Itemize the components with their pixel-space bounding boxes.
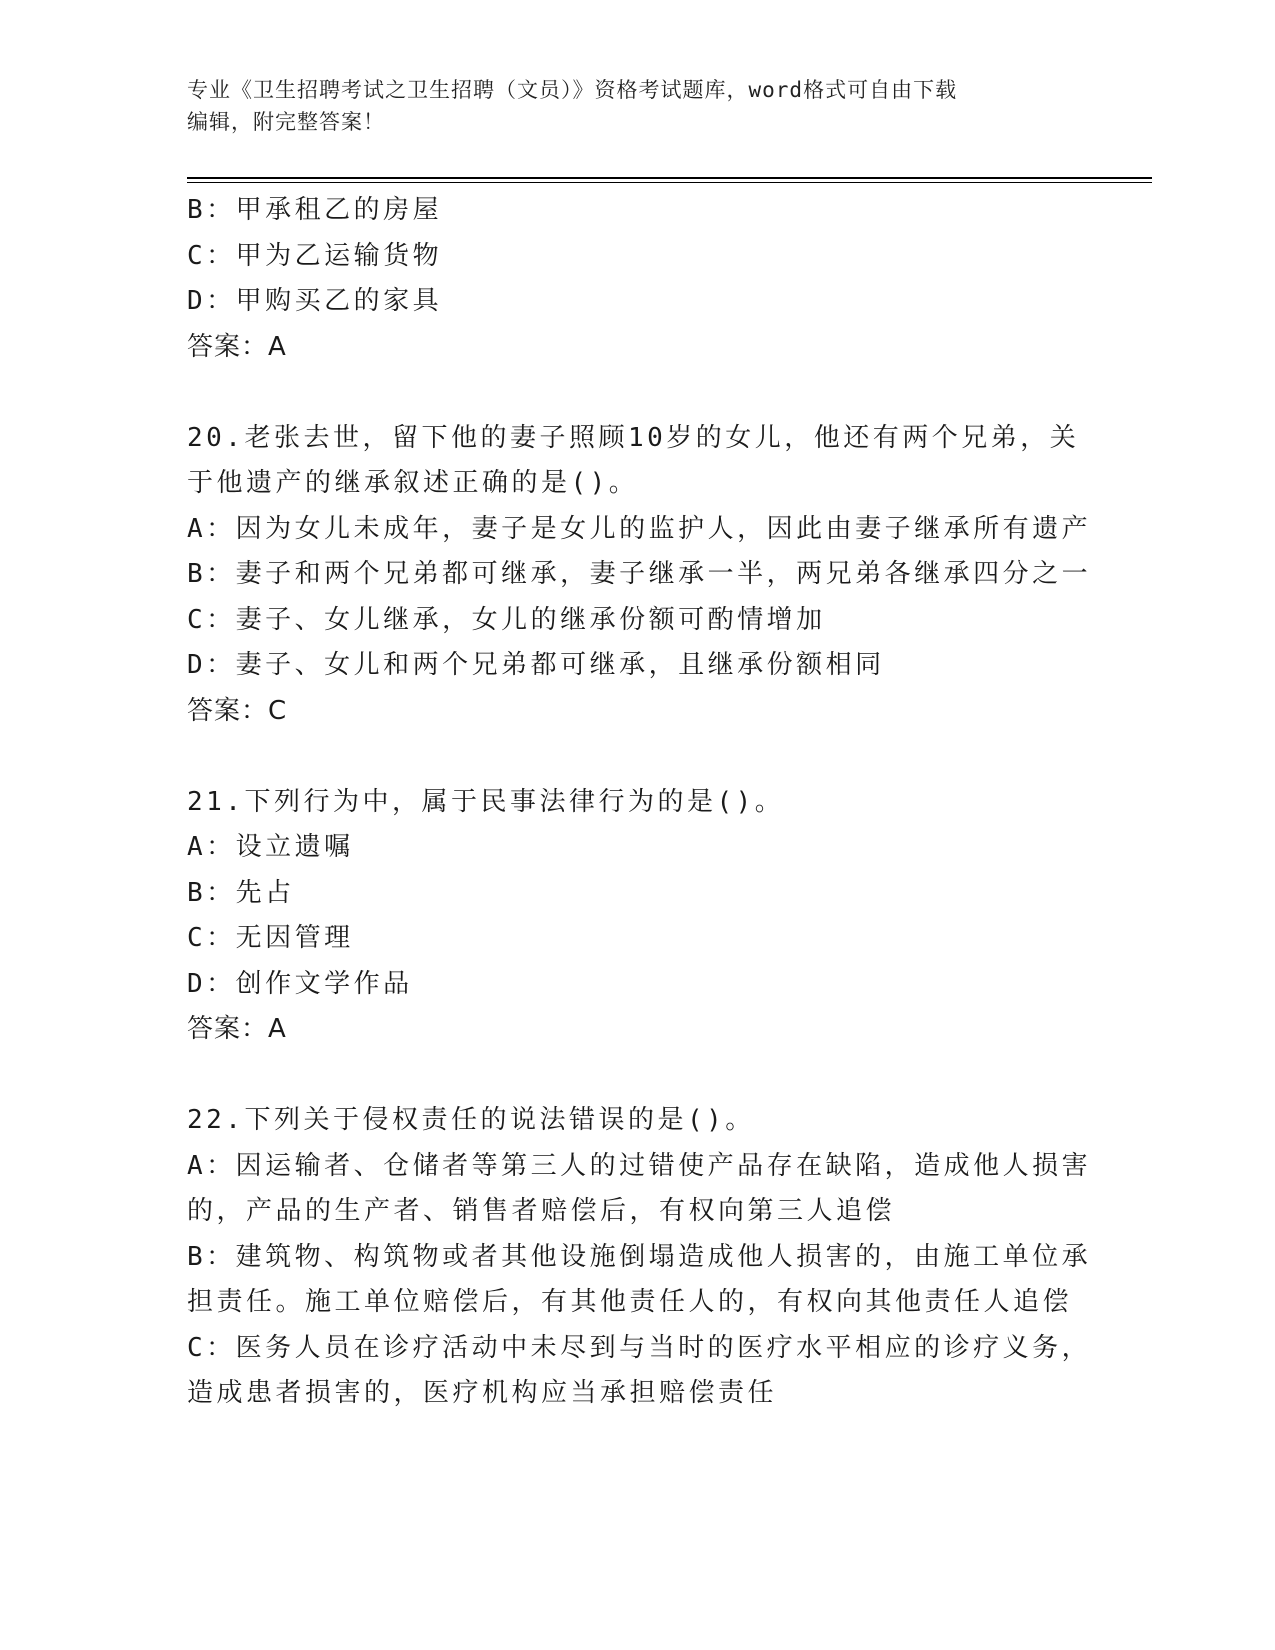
q19-answer: 答案：A (187, 331, 287, 362)
q21-option-d: D：创作文学作品 (187, 968, 413, 999)
q21-option-c: C：无因管理 (187, 923, 354, 953)
question-content (187, 188, 1092, 1417)
q20-answer: 答案：C (187, 695, 288, 726)
q22-option-c-line-2: 造成患者损害的，医疗机构应当承担赔偿责任 (187, 1378, 778, 1408)
q22-option-b-line-2: 担责任。施工单位赔偿后，有其他责任人的，有权向其他责任人追偿 (187, 1287, 1073, 1317)
q20-option-c: C：妻子、女儿继承，女儿的继承份额可酌情增加 (187, 604, 826, 635)
q20-stem-line-1: 20.老张去世，留下他的妻子照顾10岁的女儿，他还有两个兄弟，关 (187, 422, 1080, 453)
q22-option-a-line-2: 的，产品的生产者、销售者赔偿后，有权向第三人追偿 (187, 1196, 896, 1226)
q20-stem-line-2: 于他遗产的继承叙述正确的是()。 (187, 468, 639, 498)
spacer (187, 370, 1087, 416)
q20-option-b: B：妻子和两个兄弟都可继承，妻子继承一半，两兄弟各继承四分之一 (187, 559, 1092, 589)
q21-option-a: A：设立遗嘱 (187, 832, 354, 862)
header-title-line-2: 编辑，附完整答案！ (187, 110, 385, 134)
q19-option-c: C：甲为乙运输货物 (187, 240, 443, 271)
q22-option-b-line-1: B：建筑物、构筑物或者其他设施倒塌造成他人损害的，由施工单位承 (187, 1241, 1092, 1272)
q22-stem: 22.下列关于侵权责任的说法错误的是()。 (187, 1105, 755, 1135)
q21-option-b: B：先占 (187, 877, 295, 908)
header-divider-thick (187, 177, 1152, 179)
q21-answer: 答案：A (187, 1014, 287, 1044)
q19-option-b: B：甲承租乙的房屋 (187, 195, 443, 225)
header-divider-thin (187, 182, 1152, 183)
q21-stem: 21.下列行为中，属于民事法律行为的是()。 (187, 786, 785, 817)
q22-option-c-line-1: C：医务人员在诊疗活动中未尽到与当时的医疗水平相应的诊疗义务， (187, 1332, 1092, 1363)
header-title-line-1: 专业《卫生招聘考试之卫生招聘（文员）》资格考试题库，word格式可自由下载 (187, 78, 958, 102)
spacer (187, 1053, 1087, 1099)
q19-option-d: D：甲购买乙的家具 (187, 286, 443, 316)
q20-option-a: A：因为女儿未成年，妻子是女儿的监护人，因此由妻子继承所有遗产 (187, 513, 1092, 544)
q22-option-a-line-1: A：因运输者、仓储者等第三人的过错使产品存在缺陷，造成他人损害 (187, 1150, 1092, 1181)
spacer (187, 734, 1087, 780)
q20-option-d: D：妻子、女儿和两个兄弟都可继承，且继承份额相同 (187, 650, 885, 680)
document-header (187, 74, 1067, 138)
